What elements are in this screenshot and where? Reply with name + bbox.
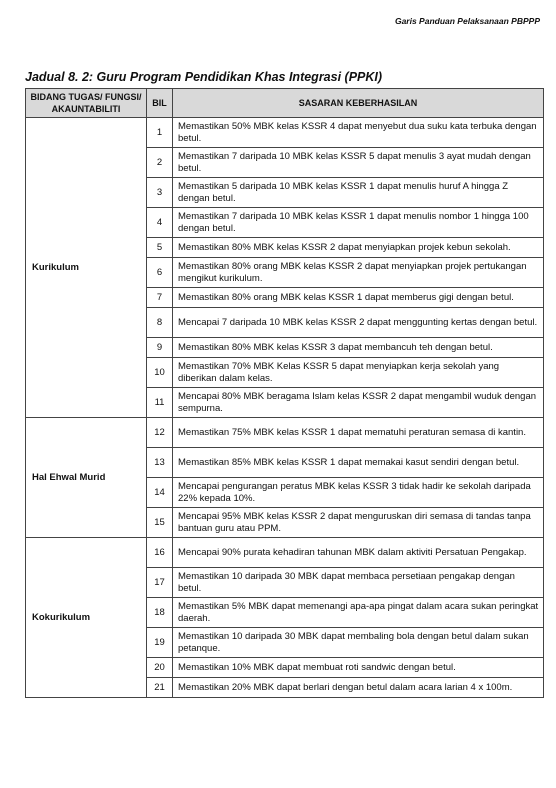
bil-cell: 14	[147, 478, 173, 508]
bil-cell: 20	[147, 658, 173, 678]
bil-cell: 16	[147, 538, 173, 568]
table-body	[26, 118, 544, 698]
bil-cell: 8	[147, 308, 173, 338]
column-header-sasaran: SASARAN KEBERHASILAN	[173, 89, 544, 118]
sasaran-cell: Mencapai 95% MBK kelas KSSR 2 dapat menguruskan diri semasa di tandas tanpa bantuan guru atau PPM.	[173, 508, 544, 538]
bil-cell: 19	[147, 628, 173, 658]
bil-cell: 17	[147, 568, 173, 598]
bil-cell: 7	[147, 288, 173, 308]
sasaran-cell: Mencapai 7 daripada 10 MBK kelas KSSR 2 dapat menggunting kertas dengan betul.	[173, 308, 544, 338]
sasaran-cell: Memastikan 5 daripada 10 MBK kelas KSSR 1 dapat menulis huruf A hingga Z dengan betul.	[173, 178, 544, 208]
sasaran-cell: Memastikan 80% MBK kelas KSSR 2 dapat menyiapkan projek kebun sekolah.	[173, 238, 544, 258]
bil-cell: 11	[147, 388, 173, 418]
bidang-cell: Kokurikulum	[26, 538, 147, 698]
sasaran-cell: Memastikan 20% MBK dapat berlari dengan betul dalam acara larian 4 x 100m.	[173, 678, 544, 698]
sasaran-cell: Memastikan 7 daripada 10 MBK kelas KSSR 1 dapat menulis nombor 1 hingga 100 dengan betul.	[173, 208, 544, 238]
sasaran-cell: Memastikan 80% orang MBK kelas KSSR 2 dapat menyiapkan projek pertukangan mengikut kurikulum.	[173, 258, 544, 288]
bil-cell: 1	[147, 118, 173, 148]
table-header-row	[26, 89, 544, 118]
bil-cell: 12	[147, 418, 173, 448]
sasaran-cell: Memastikan 50% MBK kelas KSSR 4 dapat menyebut dua suku kata terbuka dengan betul.	[173, 118, 544, 148]
sasaran-cell: Memastikan 80% MBK kelas KSSR 3 dapat membancuh teh dengan betul.	[173, 338, 544, 358]
bil-cell: 18	[147, 598, 173, 628]
sasaran-cell: Mencapai 90% purata kehadiran tahunan MBK dalam aktiviti Persatuan Pengakap.	[173, 538, 544, 568]
sasaran-cell: Memastikan 70% MBK Kelas KSSR 5 dapat menyiapkan kerja sekolah yang diberikan dalam kelas.	[173, 358, 544, 388]
sasaran-cell: Memastikan 10 daripada 30 MBK dapat membaling bola dengan betul dalam sukan petanque.	[173, 628, 544, 658]
column-header-bidang: BIDANG TUGAS/ FUNGSI/ AKAUNTABILITI	[26, 89, 147, 118]
bil-cell: 2	[147, 148, 173, 178]
bil-cell: 21	[147, 678, 173, 698]
bil-cell: 9	[147, 338, 173, 358]
column-header-bil: BIL	[147, 89, 173, 118]
sasaran-cell: Memastikan 80% orang MBK kelas KSSR 1 dapat memberus gigi dengan betul.	[173, 288, 544, 308]
bidang-cell: Hal Ehwal Murid	[26, 418, 147, 538]
bil-cell: 5	[147, 238, 173, 258]
ppki-target-table	[25, 88, 544, 698]
sasaran-cell: Memastikan 7 daripada 10 MBK kelas KSSR 5 dapat menulis 3 ayat mudah dengan betul.	[173, 148, 544, 178]
sasaran-cell: Memastikan 85% MBK kelas KSSR 1 dapat memakai kasut sendiri dengan betul.	[173, 448, 544, 478]
sasaran-cell: Memastikan 5% MBK dapat memenangi apa-apa pingat dalam acara sukan peringkat daerah.	[173, 598, 544, 628]
bil-cell: 4	[147, 208, 173, 238]
sasaran-cell: Mencapai 80% MBK beragama Islam kelas KSSR 2 dapat mengambil wuduk dengan sempurna.	[173, 388, 544, 418]
sasaran-cell: Mencapai pengurangan peratus MBK kelas KSSR 3 tidak hadir ke sekolah daripada 22% kepada 10%.	[173, 478, 544, 508]
table-row	[26, 118, 544, 148]
table-row	[26, 538, 544, 568]
document-running-header: Garis Panduan Pelaksanaan PBPPP	[394, 16, 540, 26]
table-title: Jadual 8. 2: Guru Program Pendidikan Khas Integrasi (PPKI)	[25, 70, 383, 84]
bil-cell: 15	[147, 508, 173, 538]
sasaran-cell: Memastikan 75% MBK kelas KSSR 1 dapat mematuhi peraturan semasa di kantin.	[173, 418, 544, 448]
sasaran-cell: Memastikan 10 daripada 30 MBK dapat membaca persetiaan pengakap dengan betul.	[173, 568, 544, 598]
bil-cell: 13	[147, 448, 173, 478]
bidang-cell: Kurikulum	[26, 118, 147, 418]
bil-cell: 10	[147, 358, 173, 388]
table-row	[26, 418, 544, 448]
bil-cell: 6	[147, 258, 173, 288]
bil-cell: 3	[147, 178, 173, 208]
sasaran-cell: Memastikan 10% MBK dapat membuat roti sandwic dengan betul.	[173, 658, 544, 678]
